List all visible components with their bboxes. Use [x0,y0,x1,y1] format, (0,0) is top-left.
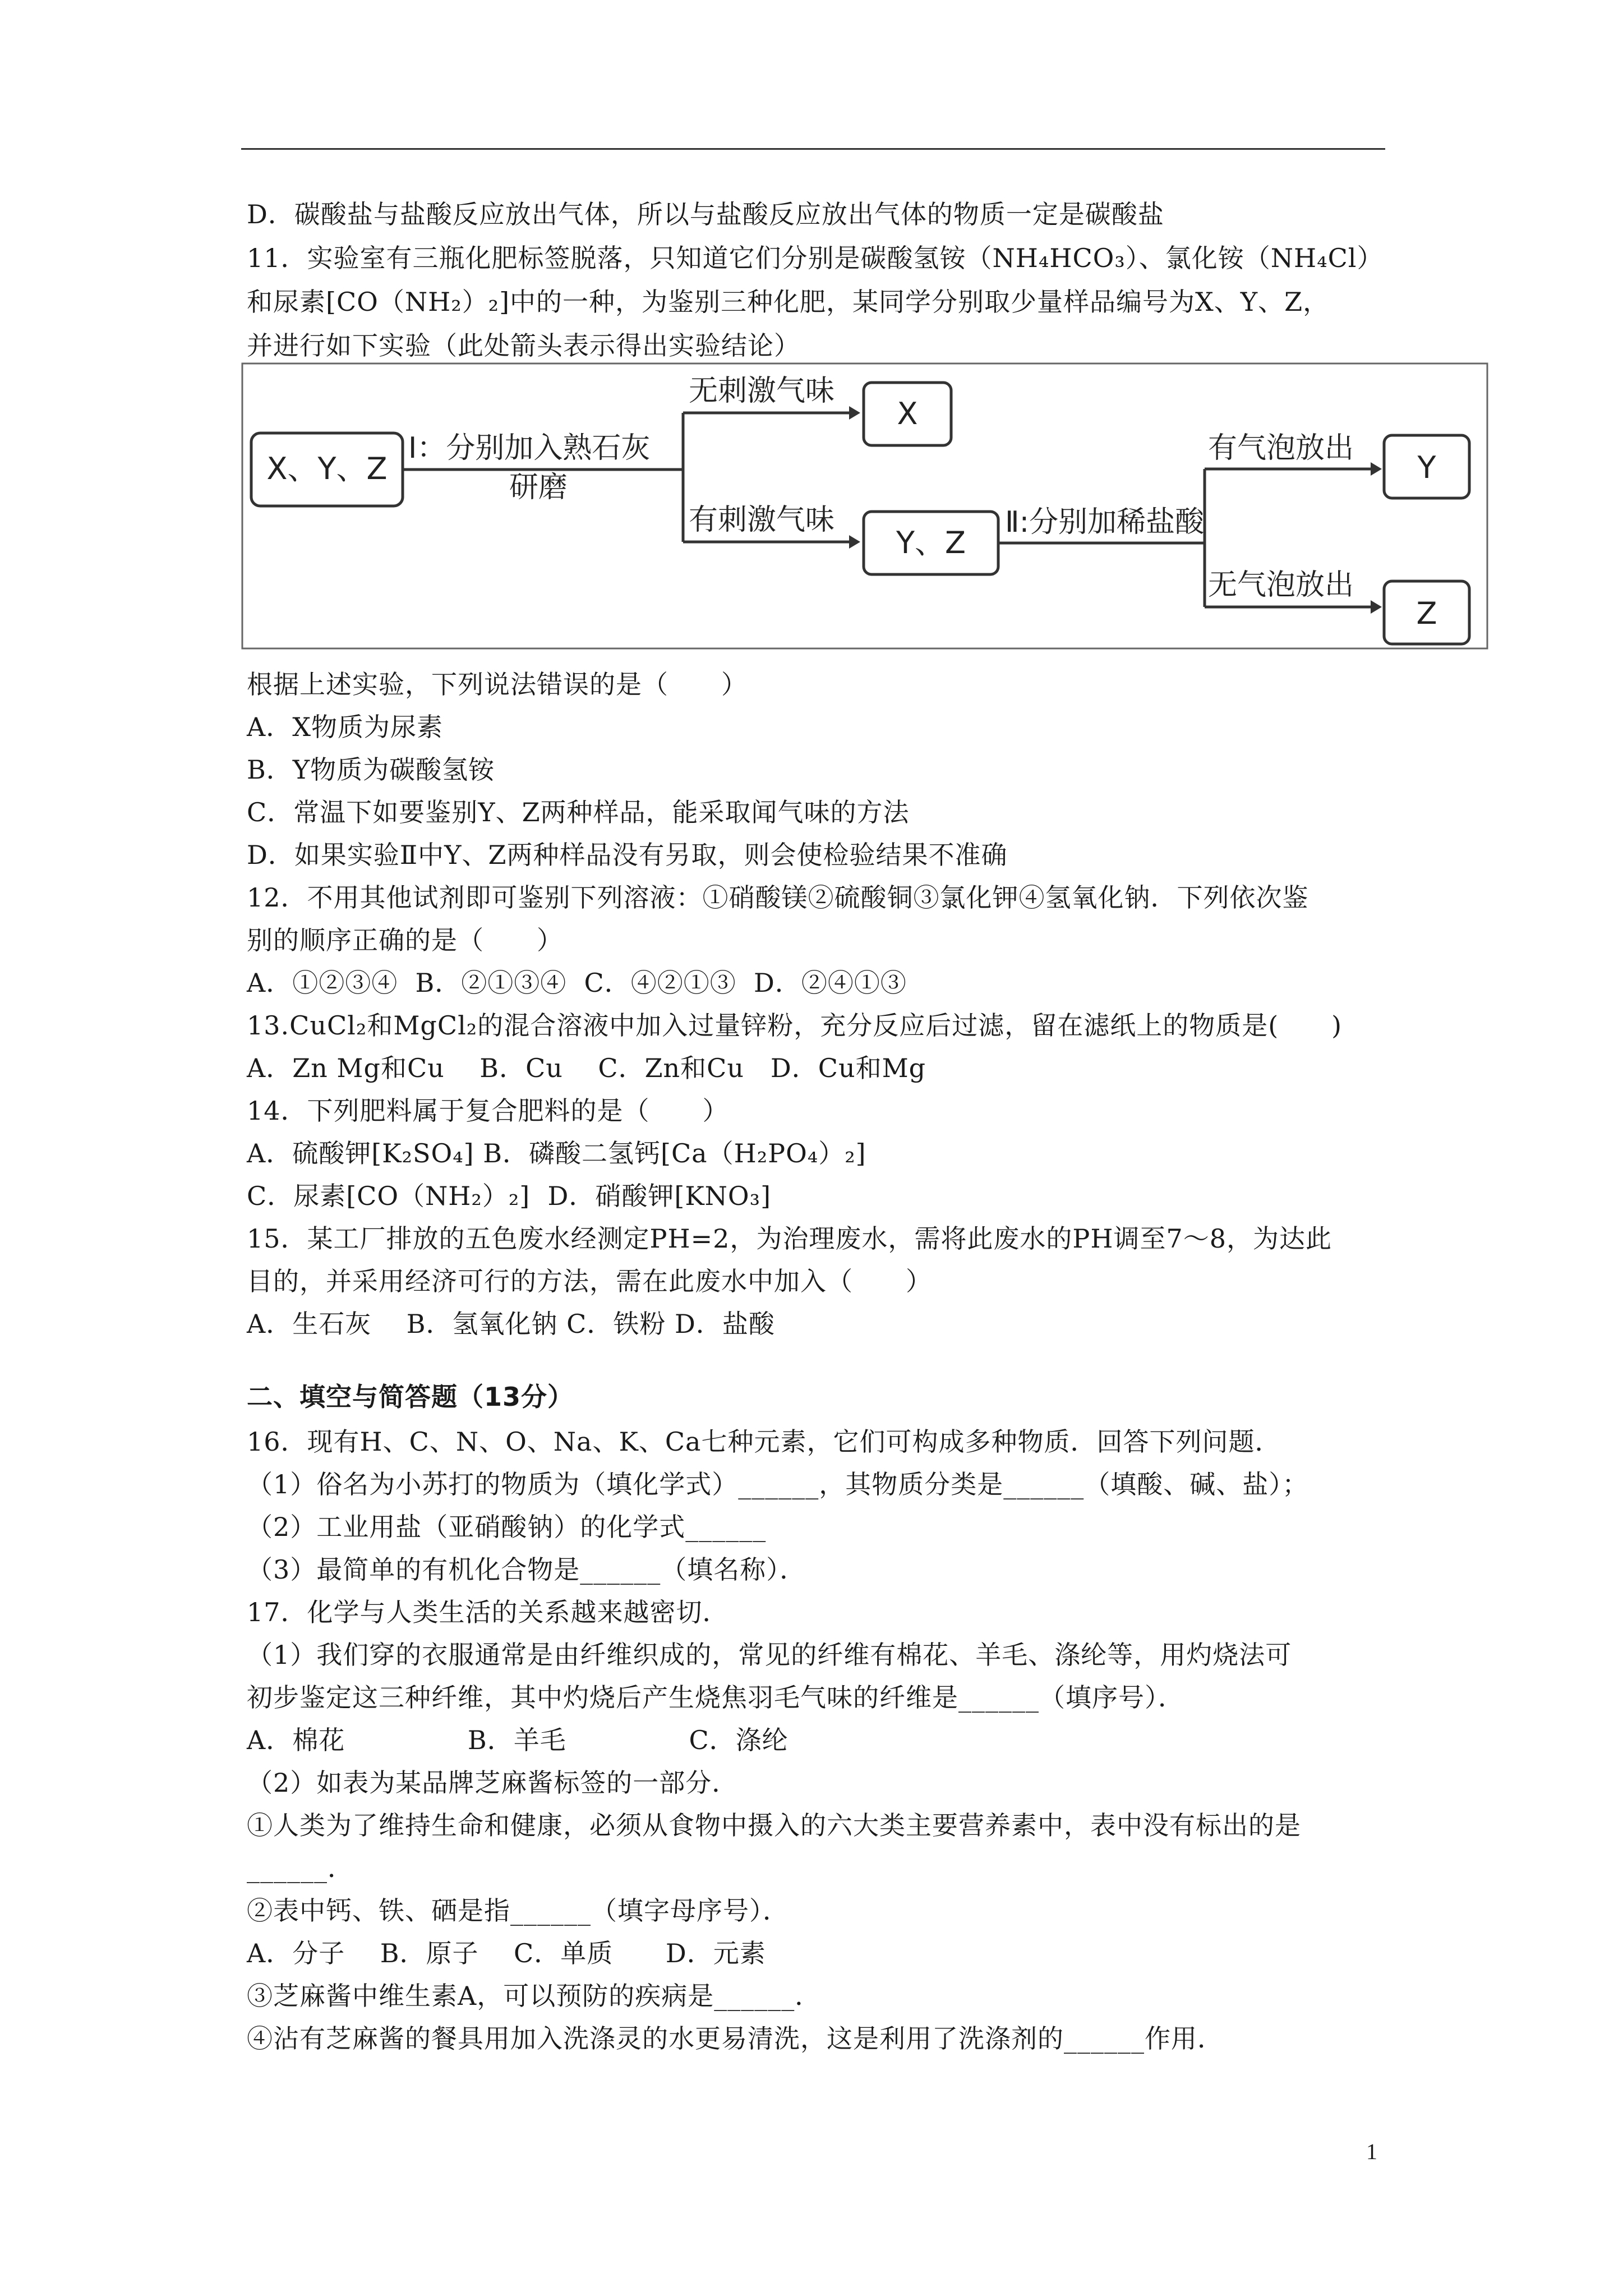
experiment-flow-diagram [240,362,1491,654]
arrow-to-yz [849,535,860,549]
question-16-part-2: （2）工业用盐（亚硝酸钠）的化学式______ [247,1512,767,1542]
question-16: 16．现有H、C、N、O、Na、K、Ca七种元素，它们可构成多种物质．回答下列问题． [247,1427,1281,1457]
question-17-sub-2: ②表中钙、铁、硒是指______（填字母序号）． [247,1895,789,1926]
step1-bottom-label: 研磨 [509,471,568,504]
options-17-1: A．棉花 B．羊毛 C．涤纶 [247,1725,789,1755]
options-17-2: A．分子 B．原子 C．单质 D．元素 [247,1938,766,1968]
question-17-sub-4: ④沾有芝麻酱的餐具用加入洗涤灵的水更易清洗，这是利用了洗涤剂的______作用． [247,2023,1224,2054]
question-17-part-2: （2）如表为某品牌芝麻酱标签的一部分． [247,1768,739,1798]
step2-label: Ⅱ:分别加稀盐酸 [1005,505,1205,539]
option-11c: C．常温下如要鉴别Y、Z两种样品，能采取闻气味的方法 [247,797,910,827]
question-17-part-1-line-1: （1）我们穿的衣服通常是由纤维织成的，常见的纤维有棉花、羊毛、涤纶等，用灼烧法可 [247,1640,1292,1670]
option-11a: A．X物质为尿素 [247,712,443,742]
section-2-heading: 二、填空与简答题（13分） [247,1382,574,1412]
question-12-line-2: 别的顺序正确的是（ ） [247,925,563,955]
box-x-label: X [897,396,918,431]
question-14: 14．下列肥料属于复合肥料的是（ ） [247,1096,729,1126]
arrow-to-x [849,406,860,420]
branch-bubble-label: 有气泡放出 [1208,431,1354,465]
question-16-part-3: （3）最简单的有机化合物是______（填名称）． [247,1554,806,1585]
step1-top-label: Ⅰ：分别加入熟石灰 [408,431,651,465]
box-xyz-label: X、Y、Z [266,451,388,486]
question-11-line-2: 和尿素[CO（NH₂）₂]中的一种，为鉴别三种化肥，某同学分别取少量样品编号为X、Y、Z， [247,287,1330,317]
question-17-sub-3: ③芝麻酱中维生素A，可以预防的疾病是______． [247,1981,822,2011]
box-yz-label: Y、Z [896,525,966,560]
option-11d: D．如果实验Ⅱ中Y、Z两种样品没有另取，则会使检验结果不准确 [247,840,1008,870]
options-14-cd: C．尿素[CO（NH₂）₂] D．硝酸钾[KNO₃] [247,1181,772,1211]
arrow-to-z [1371,600,1382,614]
question-16-part-1: （1）俗名为小苏打的物质为（填化学式）______，其物质分类是______（填酸、碱、盐）； [247,1469,1309,1499]
arrow-to-y [1371,462,1382,476]
header-rule [241,148,1385,150]
branch-smell-label: 有刺激气味 [689,503,835,537]
options-15: A．生石灰 B．氢氧化钠 C．铁粉 D．盐酸 [247,1309,775,1339]
question-15-line-1: 15．某工厂排放的五色废水经测定PH=2，为治理废水，需将此废水的PH调至7～8，为达此 [247,1223,1332,1254]
option-11b: B．Y物质为碳酸氢铵 [247,754,495,785]
question-12-line-1: 12．不用其他试剂即可鉴别下列溶液：①硝酸镁②硫酸铜③氯化钾④氢氧化钠．下列依次鉴 [247,882,1309,913]
page-number: 1 [1366,2139,1377,2164]
options-13: A．Zn Mg和Cu B．Cu C．Zn和Cu D．Cu和Mg [247,1053,926,1083]
options-12: A．①②③④ B．②①③④ C．④②①③ D．②④①③ [247,968,907,998]
question-15-line-2: 目的，并采用经济可行的方法，需在此废水中加入（ ） [247,1266,932,1296]
option-10d: D．碳酸盐与盐酸反应放出气体，所以与盐酸反应放出气体的物质一定是碳酸盐 [247,199,1164,229]
question-13: 13.CuCl₂和MgCl₂的混合溶液中加入过量锌粉，充分反应后过滤，留在滤纸上的物质是( ) [247,1010,1343,1041]
question-17-part-1-line-2: 初步鉴定这三种纤维，其中灼烧后产生烧焦羽毛气味的纤维是______（填序号）． [247,1682,1184,1713]
box-z-label: Z [1416,596,1437,631]
branch-no-bubble-label: 无气泡放出 [1208,568,1354,602]
branch-no-smell-label: 无刺激气味 [689,374,835,408]
question-11-line-1: 11．实验室有三瓶化肥标签脱落，只知道它们分别是碳酸氢铵（NH₄HCO₃）、氯化铵（NH₄Cl） [247,243,1384,273]
question-11-stem: 根据上述实验，下列说法错误的是（ ） [247,669,748,700]
options-14-ab: A．硫酸钾[K₂SO₄] B．磷酸二氢钙[Ca（H₂PO₄）₂] [247,1138,866,1168]
question-17-sub-1-line-2: ______． [247,1853,354,1883]
box-y-label: Y [1417,450,1436,485]
question-17-sub-1-line-1: ①人类为了维持生命和健康，必须从食物中摄入的六大类主要营养素中，表中没有标出的是 [247,1810,1301,1841]
question-11-line-3: 并进行如下实验（此处箭头表示得出实验结论） [247,330,800,361]
question-17: 17．化学与人类生活的关系越来越密切． [247,1597,729,1627]
